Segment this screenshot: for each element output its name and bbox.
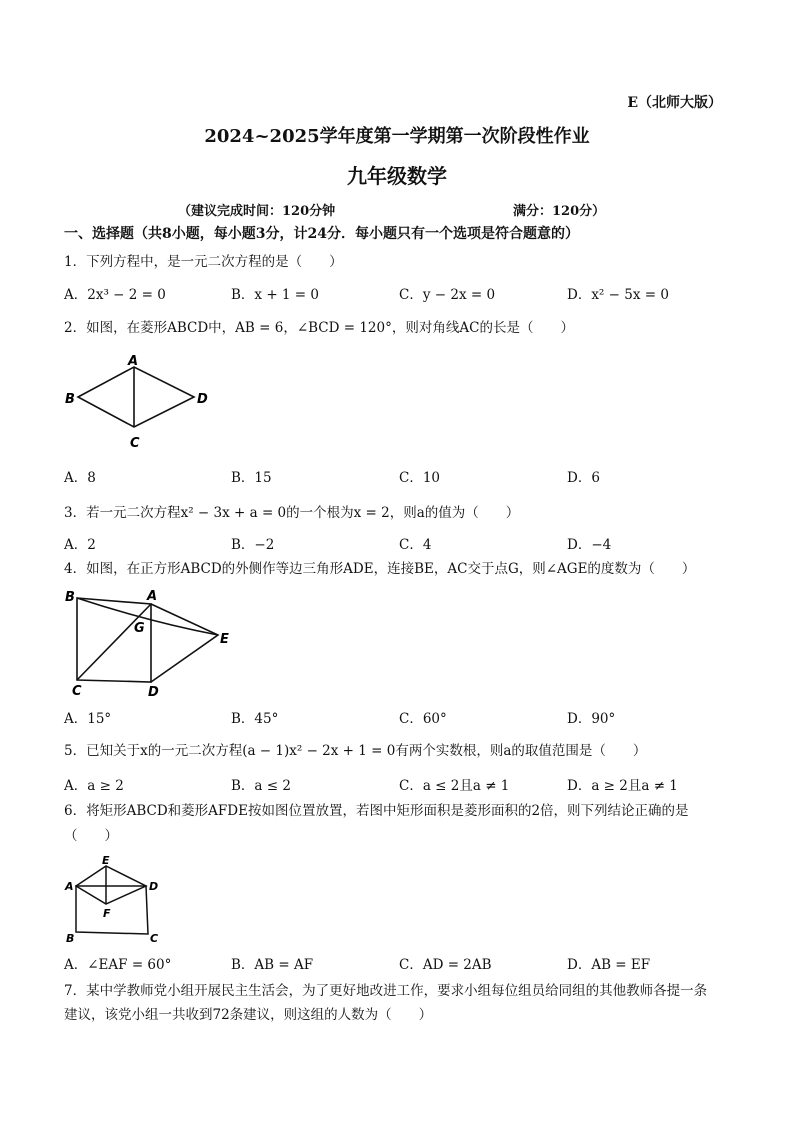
question-5-option-d: D．a ≥ 2且a ≠ 1 <box>567 778 678 794</box>
question-1-option-d: D．x² − 5x = 0 <box>567 287 669 303</box>
question-2-option-a: A．8 <box>64 470 96 486</box>
question-5-option-b: B．a ≤ 2 <box>231 778 291 794</box>
figure-6-label-e: E <box>102 854 110 867</box>
figure-4-label-g: G <box>134 621 145 636</box>
question-5-stem: 5．已知关于x的一元二次方程(a − 1)x² − 2x + 1 = 0有两个实数根，则a的取值范围是（ ） <box>64 743 647 759</box>
figure-4-label-e: E <box>220 632 229 647</box>
question-1-option-b: B．x + 1 = 0 <box>231 287 320 303</box>
version-tag: E（北师大版） <box>627 95 722 111</box>
figure-4-label-b: B <box>65 590 75 605</box>
question-2-option-d: D．6 <box>567 470 600 486</box>
question-4-stem: 4．如图，在正方形ABCD的外侧作等边三角形ADE，连接BE，AC交于点G，则∠AGE的度数为（ ） <box>64 561 696 577</box>
figure-4-label-c: C <box>72 684 82 699</box>
question-5-option-c: C．a ≤ 2且a ≠ 1 <box>399 778 510 794</box>
figure-6-label-b: B <box>66 932 75 944</box>
rectangle-rhombus-figure <box>62 852 172 944</box>
time-limit: （建议完成时间：120分钟 <box>178 204 336 219</box>
figure-2-label-b: B <box>65 392 75 407</box>
figure-2-label-d: D <box>197 392 208 407</box>
question-3-option-a: A．2 <box>64 537 96 553</box>
question-4-option-a: A．15° <box>64 711 112 727</box>
question-6-stem-cont: （ ） <box>64 828 118 844</box>
full-score: 满分：120分） <box>513 204 606 219</box>
question-4-option-d: D．90° <box>567 711 616 727</box>
question-4-option-c: C．60° <box>399 711 447 727</box>
question-6-stem: 6．将矩形ABCD和菱形AFDE按如图位置放置，若图中矩形面积是菱形面积的2倍，则下列结论正确的是 <box>64 803 689 819</box>
figure-6-label-f: F <box>103 907 111 920</box>
section-heading: 一、选择题（共8小题，每小题3分，计24分．每小题只有一个选项是符合题意的） <box>64 226 579 242</box>
figure-2-label-a: A <box>128 354 139 369</box>
question-3-option-d: D．−4 <box>567 537 612 553</box>
question-5-option-a: A．a ≥ 2 <box>64 778 124 794</box>
question-2-option-b: B．15 <box>231 470 272 486</box>
question-7-stem: 7．某中学教师党小组开展民主生活会，为了更好地改进工作，要求小组每位组员给同组的其他教师各提一条 <box>64 983 708 999</box>
figure-4-label-a: A <box>147 589 158 604</box>
question-1-option-c: C．y − 2x = 0 <box>399 287 496 303</box>
question-2-stem: 2．如图，在菱形ABCD中，AB = 6，∠BCD = 120°，则对角线AC的长是（ ） <box>64 320 574 336</box>
question-7-stem-cont: 建议，该党小组一共收到72条建议，则这组的人数为（ ） <box>64 1007 433 1023</box>
rhombus-figure <box>60 352 220 454</box>
square-triangle-figure <box>60 586 245 700</box>
question-3-stem: 3．若一元二次方程x² − 3x + a = 0的一个根为x = 2，则a的值为（ ） <box>64 505 520 521</box>
figure-6-label-a: A <box>65 880 74 893</box>
question-6-option-b: B．AB = AF <box>231 957 314 973</box>
question-1-option-a: A．2x³ − 2 = 0 <box>64 287 166 303</box>
question-1-stem: 1．下列方程中，是一元二次方程的是（ ） <box>64 254 343 270</box>
figure-2-label-c: C <box>130 436 140 451</box>
question-4-option-b: B．45° <box>231 711 279 727</box>
question-3-option-c: C．4 <box>399 537 432 553</box>
question-6-option-c: C．AD = 2AB <box>399 957 492 973</box>
figure-4-label-d: D <box>148 685 159 700</box>
figure-6-label-c: C <box>150 932 159 944</box>
question-6-option-a: A．∠EAF = 60° <box>64 957 172 973</box>
question-2-option-c: C．10 <box>399 470 441 486</box>
figure-6-label-d: D <box>149 880 159 893</box>
question-6-option-d: D．AB = EF <box>567 957 651 973</box>
exam-title: 2024~2025学年度第一学期第一次阶段性作业 <box>204 126 590 147</box>
exam-subject: 九年级数学 <box>347 164 447 188</box>
question-3-option-b: B．−2 <box>231 537 275 553</box>
